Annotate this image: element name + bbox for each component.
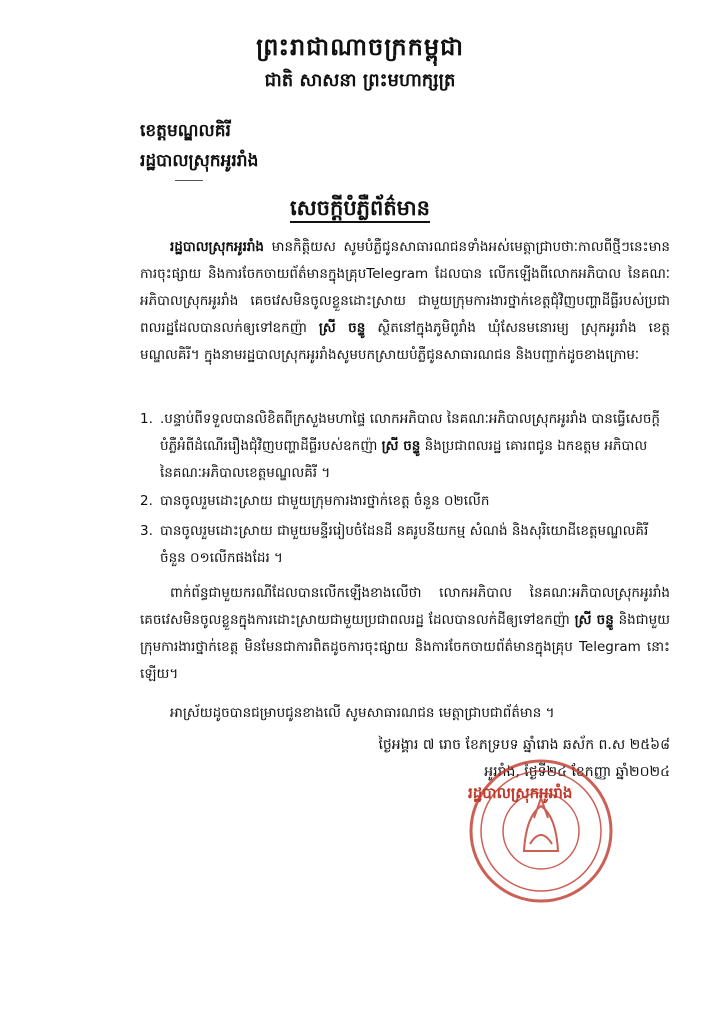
intro-lead: រដ្ឋបាលស្រុកអូររាំង [170,239,264,255]
intro-text-2: ស្ថិតនៅក្នុងភូមិពូរាំង ឃុំសែនមនោរម្យ ស្រុកអូររាំង ខេត្តមណ្ឌលគិរី។ ក្នុងនាមរដ្ឋបាលស្រុកអូររាំងសូមបកស្រាយបំភ្លឺជូនសាធារណជន និងបញ្ជាក់ដូចខាងក្រោមៈ [140,320,670,363]
list-text: .បន្ទាប់ពីទទួលបានលិខិតពីក្រសួងមហាផ្ទៃ លោកអភិបាល នៃគណៈអភិបាលស្រុកអូររាំង បានធ្វើសេចក្តីបំភ្លឺអំពីដំណើររឿងជុំវិញបញ្ហាដីធ្លីរបស់ឧកញ៉ា [160,411,660,454]
official-seal-icon [466,756,616,906]
clarification-text-1: ពាក់ព័ន្ធជាមួយករណីដែលបានលើកឡើងខាងលើថា លោកអភិបាល នៃគណៈអភិបាលស្រុកអូររាំង គេចវេសមិនចូលខ្លួនក្នុងការដោះស្រាយជាមួយប្រជាពលរដ្ឋ ដែលបានលក់ដីឲ្យទៅឧកញ៉ា [140,585,670,628]
closing-paragraph: អាស្រ័យដូចបានជម្រាបជូនខាងលើ សូមសាធារណជន មេត្តាជ្រាបជាព័ត៌មាន ។ [170,705,555,721]
solar-date: អូររាំង, ថ្ងៃទី២៤ ខែកញ្ញា ឆ្នាំ២០២៤ [484,764,670,780]
divider [175,180,203,181]
province-name: ខេត្តមណ្ឌលគិរី [140,121,231,141]
document-title: សេចក្តីបំភ្លឺព័ត៌មាន [290,196,430,220]
list-name: ស្រី ចន្ទូ [381,438,421,454]
intro-text-1: មានកិត្តិយស សូមបំភ្លឺជូនសាធារណជនទាំងអស់មេត្តាជ្រាបថាៈកាលពីថ្មីៗនេះមានការចុះផ្សាយ និងការចែកចាយព័ត៌មានក្នុងគ្រុបTelegram ដែលបាន លើកឡើងពីលោកអភិបាល នៃគណៈអភិបាលស្រុកអូររាំង គេចវេសមិនចូលខ្លួនដោះស្រាយ ជាមួយក្រុមការងារថ្នាក់ខេត្តជុំវិញបញ្ហាដីធ្លីរបស់ប្រជាពលរដ្ឋដែលបានលក់ឲ្យទៅឧកញ៉ា [140,239,670,336]
list-text: បានចូលរួមដោះស្រាយ ជាមួយមន្ទីររៀបចំដែនដី នគរូបនីយកម្ម សំណង់ និងសុរិយោដីខេត្តមណ្ឌលគិរីចំនួន ០១លើកផងដែរ ។ [160,523,649,566]
kingdom-title: ព្រះរាជាណាចក្រកម្ពុជា [256,33,464,61]
list-item [140,488,670,515]
list-text: និងប្រជាពលរដ្ឋ គោរពជូន ឯកឧត្តម អភិបាល នៃគណៈអភិបាលខេត្តមណ្ឌលគិរី ។ [160,438,648,481]
intro-paragraph [140,234,670,369]
list-item [140,406,670,487]
signature-office: រដ្ឋបាលស្រុកអូររាំង [468,784,573,802]
list-number: 1. [140,411,153,427]
district-administration: រដ្ឋបាលស្រុកអូររាំង [140,151,259,171]
clarification-paragraph [140,580,670,688]
lunar-date: ថ្ងៃអង្គារ ៧ រោច ខែភទ្របទ ឆ្នាំរោង ឆស័ក ព.ស ២៥៦៨ [378,737,670,753]
list-number: 3. [140,523,153,539]
national-motto: ជាតិ សាសនា ព្រះមហាក្សត្រ [264,70,456,91]
clarification-name: ស្រី ចន្ទូ [574,612,614,628]
list-item [140,518,670,572]
intro-name: ស្រី ចន្ទូ [318,320,366,336]
clarification-text-2: និងជាមួយក្រុមការងារថ្នាក់ខេត្ត មិនមែនជាការពិតដូចការចុះផ្សាយ និងការចែកចាយព័ត៌មានក្នុងគ្រុប Telegram នោះឡើយ។ [140,612,670,682]
list-number: 2. [140,493,153,509]
list-text: បានចូលរួមដោះស្រាយ ជាមួយក្រុមការងារថ្នាក់ខេត្ត ចំនួន ០២លើក [160,493,490,509]
